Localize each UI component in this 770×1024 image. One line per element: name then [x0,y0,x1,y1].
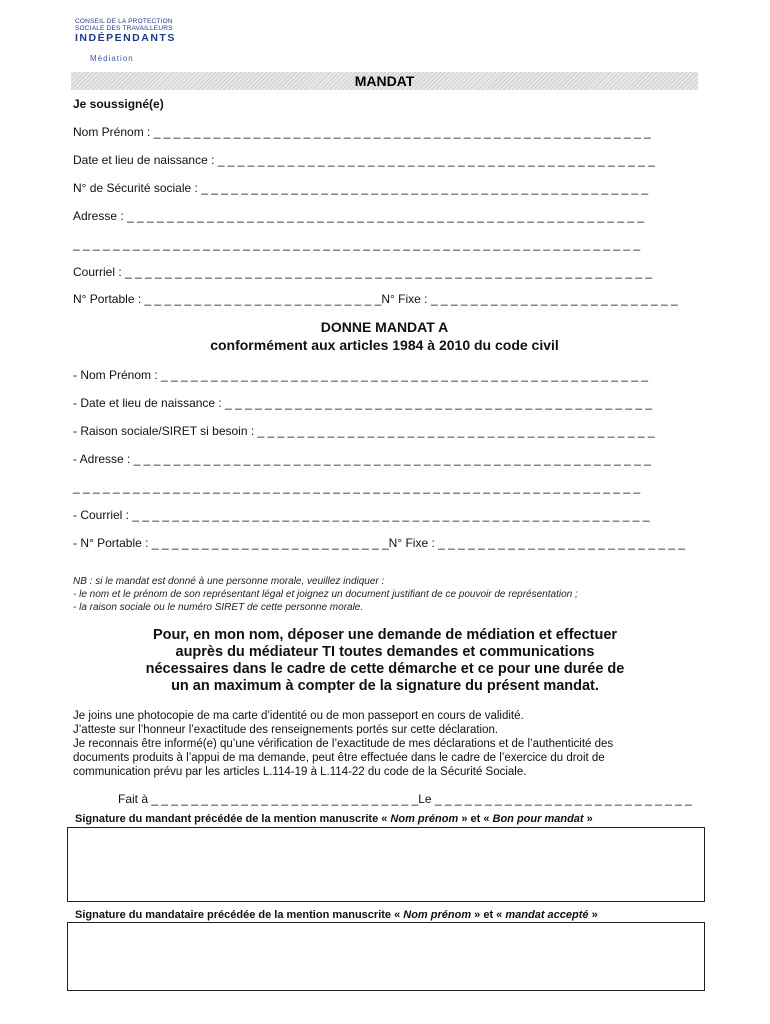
purpose-line-4: un an maximum à compter de la signature du présent mandat. [171,678,599,694]
mandant-nom-field[interactable]: Nom Prénom : _ _ _ _ _ _ _ _ _ _ _ _ _ _ _ _ _ _ _ _ _ _ _ _ _ _ _ _ _ _ _ _ _ _ _ _ _ _ _ _ _ _ _ _ _ _ _ _ _ _ [73,125,651,139]
mandate-purpose [90,627,680,695]
mandataire-raison-field[interactable]: - Raison sociale/SIRET si besoin : _ _ _ _ _ _ _ _ _ _ _ _ _ _ _ _ _ _ _ _ _ _ _ _ _ _ _ _ _ _ _ _ _ _ _ _ _ _ _ _ [73,424,655,438]
mandataire-signature-label: Signature du mandataire précédée de la mention manuscrite « Nom prénom » et « mandat accepté » [75,909,598,921]
mandant-naissance-field[interactable]: Date et lieu de naissance : _ _ _ _ _ _ _ _ _ _ _ _ _ _ _ _ _ _ _ _ _ _ _ _ _ _ _ _ _ _ _ _ _ _ _ _ _ _ _ _ _ _ _ _ [73,153,655,167]
mandataire-phone-field[interactable]: - N° Portable : _ _ _ _ _ _ _ _ _ _ _ _ _ _ _ _ _ _ _ _ _ _ _ _N° Fixe : _ _ _ _ _ _ _ _ _ _ _ _ _ _ _ _ _ _ _ _ _ _ _ _ _ [73,536,686,550]
mandataire-naissance-field[interactable]: - Date et lieu de naissance : _ _ _ _ _ _ _ _ _ _ _ _ _ _ _ _ _ _ _ _ _ _ _ _ _ _ _ _ _ _ _ _ _ _ _ _ _ _ _ _ _ _ _ [73,396,653,410]
declaration-line-2: J’atteste sur l’honneur l’exactitude des renseignements portés sur cette déclaration. [73,724,499,736]
nb-line-3: - la raison sociale ou le numéro SIRET de cette personne morale. [73,602,364,613]
declaration-line-1: Je joins une photocopie de ma carte d’identité ou de mon passeport en cours de validité. [73,710,524,722]
declaration-paragraph [73,709,698,779]
mandant-phone-field[interactable]: N° Portable : _ _ _ _ _ _ _ _ _ _ _ _ _ _ _ _ _ _ _ _ _ _ _ _N° Fixe : _ _ _ _ _ _ _ _ _ _ _ _ _ _ _ _ _ _ _ _ _ _ _ _ _ [73,292,678,306]
mandant-adresse-field[interactable]: Adresse : _ _ _ _ _ _ _ _ _ _ _ _ _ _ _ _ _ _ _ _ _ _ _ _ _ _ _ _ _ _ _ _ _ _ _ _ _ _ _ _ _ _ _ _ _ _ _ _ _ _ _ _ [73,209,645,223]
logo-line-1: CONSEIL DE LA PROTECTION [75,18,173,25]
mandataire-signature-box[interactable] [67,922,705,991]
declaration-line-4: documents produits à l’appui de ma demande, peut être effectuée dans le cadre de l’exercice du droit de [73,752,605,764]
donne-mandat-heading: DONNE MANDAT A [320,319,449,335]
mandataire-nom-field[interactable]: - Nom Prénom : _ _ _ _ _ _ _ _ _ _ _ _ _ _ _ _ _ _ _ _ _ _ _ _ _ _ _ _ _ _ _ _ _ _ _ _ _ _ _ _ _ _ _ _ _ _ _ _ _ [73,368,649,382]
logo-subtitle: Médiation [90,53,134,63]
mandataire-courriel-field[interactable]: - Courriel : _ _ _ _ _ _ _ _ _ _ _ _ _ _ _ _ _ _ _ _ _ _ _ _ _ _ _ _ _ _ _ _ _ _ _ _ _ _ _ _ _ _ _ _ _ _ _ _ _ _ _ _ [73,508,650,522]
logo-line-3: INDÉPENDANTS [75,32,176,44]
page-title: MANDAT [71,72,698,90]
mandataire-adresse-line2[interactable]: _ _ _ _ _ _ _ _ _ _ _ _ _ _ _ _ _ _ _ _ _ _ _ _ _ _ _ _ _ _ _ _ _ _ _ _ _ _ _ _ _ _ _ _ _ _ _ _ _ _ _ _ _ _ _ _ _ [73,480,641,494]
logo-line-2: SOCIALE DES TRAVAILLEURS [75,24,173,32]
declaration-line-3: Je reconnais être informé(e) qu’une vérification de l’exactitude de mes déclarations et de l’authenticité des [73,738,614,750]
mandataire-adresse-field[interactable]: - Adresse : _ _ _ _ _ _ _ _ _ _ _ _ _ _ _ _ _ _ _ _ _ _ _ _ _ _ _ _ _ _ _ _ _ _ _ _ _ _ _ _ _ _ _ _ _ _ _ _ _ _ _ _ [73,452,651,466]
purpose-line-3: nécessaires dans le cadre de cette démarche et ce pour une durée de [145,661,625,677]
mandant-signature-label: Signature du mandant précédée de la mention manuscrite « Nom prénom » et « Bon pour mandat » [75,813,593,825]
purpose-line-1: Pour, en mon nom, déposer une demande de médiation et effectuer [152,627,618,643]
mandant-signature-box[interactable] [67,827,705,902]
mandant-secu-field[interactable]: N° de Sécurité sociale : _ _ _ _ _ _ _ _ _ _ _ _ _ _ _ _ _ _ _ _ _ _ _ _ _ _ _ _ _ _ _ _ _ _ _ _ _ _ _ _ _ _ _ _ _ [73,181,649,195]
soussigne-label: Je soussigné(e) [73,97,164,111]
articles-heading: conformément aux articles 1984 à 2010 du code civil [210,337,559,353]
logo [75,19,176,63]
declaration-line-5: communication prévu par les articles L.114-19 à L.114-22 du code de la Sécurité Sociale. [73,766,527,778]
mandant-adresse-line2[interactable]: _ _ _ _ _ _ _ _ _ _ _ _ _ _ _ _ _ _ _ _ _ _ _ _ _ _ _ _ _ _ _ _ _ _ _ _ _ _ _ _ _ _ _ _ _ _ _ _ _ _ _ _ _ _ _ _ _ [73,237,641,251]
fait-a-le-field[interactable]: Fait à _ _ _ _ _ _ _ _ _ _ _ _ _ _ _ _ _ _ _ _ _ _ _ _ _ _ _Le _ _ _ _ _ _ _ _ _ _ _ _ _ _ _ _ _ _ _ _ _ _ _ _ _ _ [118,792,692,806]
nb-line-2: - le nom et le prénom de son représentant légal et joignez un document justifiant de ce pouvoir de représentation ; [73,589,578,600]
nb-line-1: NB : si le mandat est donné à une personne morale, veuillez indiquer : [73,576,385,587]
purpose-line-2: auprès du médiateur TI toutes demandes et communications [175,644,595,660]
mandant-courriel-field[interactable]: Courriel : _ _ _ _ _ _ _ _ _ _ _ _ _ _ _ _ _ _ _ _ _ _ _ _ _ _ _ _ _ _ _ _ _ _ _ _ _ _ _ _ _ _ _ _ _ _ _ _ _ _ _ _ _ [73,265,653,279]
